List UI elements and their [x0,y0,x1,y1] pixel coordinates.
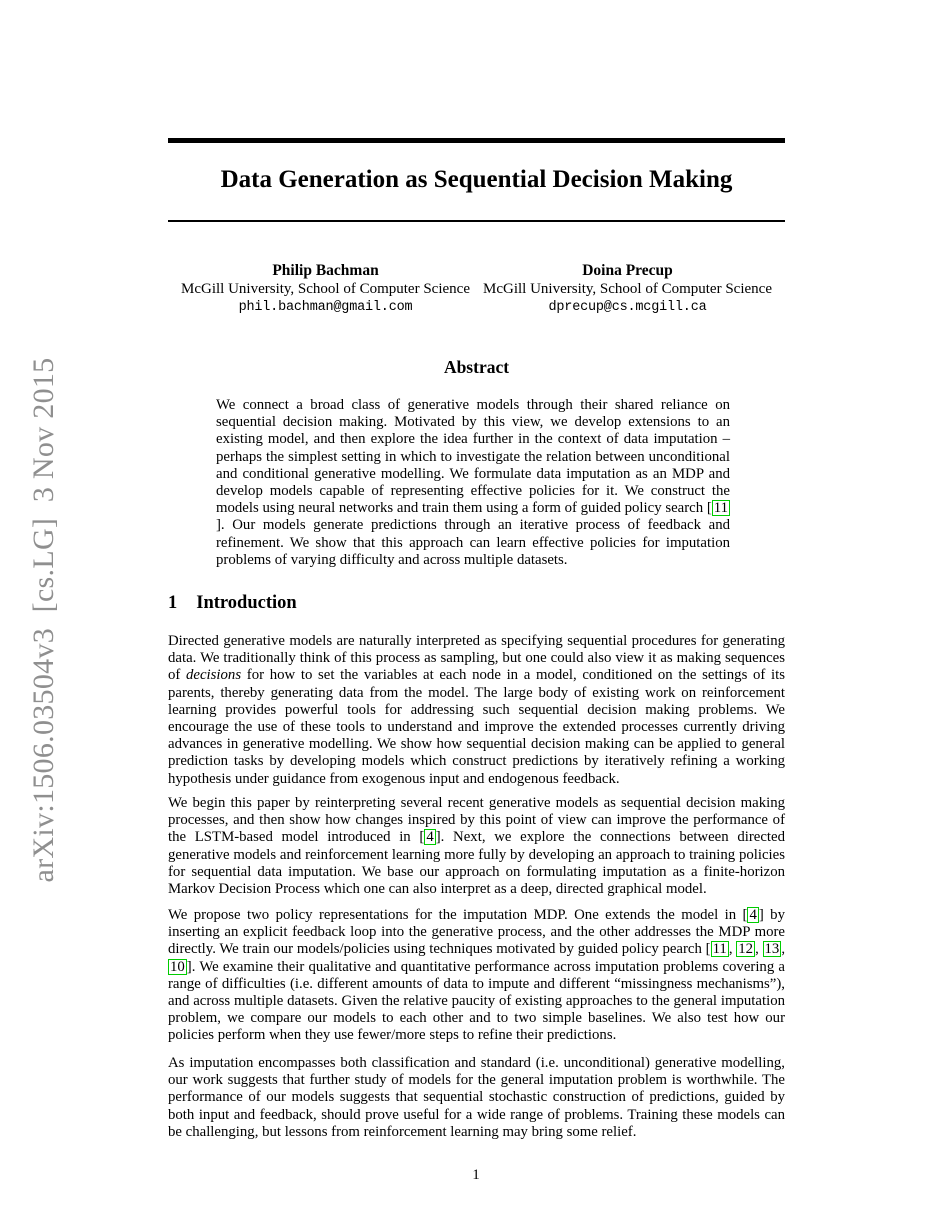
arxiv-watermark: arXiv:1506.03504v3 [cs.LG] 3 Nov 2015 [27,357,60,883]
citation-link[interactable]: 4 [749,907,757,923]
section-heading [168,592,785,614]
paragraph-3: We propose two policy representations for the imputation MDP. One extends the model in [ 4 ] by inserting an explicit feedback loop into the generative process, and the other addresses the MDP more directly. We train our models/policies using techniques motivated by guided policy pearch [ 11 , 12 , 13 , 10 ]. We examine their qualitative and quantitative performance across imputation problems covering a range of difficulties (i.e. different amounts of data to impute and different “missingness mechanisms”), and across multiple datasets. Given the relative paucity of existing approaches to the general imputation problem, we compare our models to each other and to two simple baselines. We also test how our policies perform when they use fewer/more steps to refine their predictions. [168,907,786,1044]
citation-link[interactable]: 10 [170,958,185,975]
section-number: 1 [168,593,178,613]
author-name: Doina Precup [582,262,673,279]
section-title: Introduction [196,593,297,613]
author-affiliation: McGill University, School of Computer Science [181,281,470,297]
author-name: Philip Bachman [272,262,379,279]
citation-link[interactable]: 11 [712,941,727,958]
abstract-text: We connect a broad class of generative models through their shared reliance on sequential decision making. Motivated by this view, we develop extensions to an existing model, and then explore the idea further in the context of data imputation – perhaps the simplest setting in which to investigate the relation between unconditional and conditional generative modelling. We formulate data imputation as an MDP and develop models capable of representing effective policies for it. We construct the models using neural networks and train them using a form of guided policy search [ 11]. Our models generate predictions through an iterative process of feedback and refinement. We show that this approach can learn effective policies for imputation problems of varying difficulty and across multiple datasets. [216,397,730,568]
title-rule-bottom [168,220,785,222]
citation-link[interactable]: 11 [713,500,728,517]
citation-link[interactable]: 13 [764,941,780,958]
author-block [168,262,785,317]
page-title: Data Generation as Sequential Decision Making [220,166,733,193]
author-column-2 [477,262,779,317]
author-affiliation: McGill University, School of Computer Science [483,281,772,297]
paragraph-4: As imputation encompasses both classification and standard (i.e. unconditional) generative modelling, our work suggests that further study of models for the general imputation problem is worthwhile. The performance of our models suggests that sequential stochastic construction of predictions, guided by both input and feedback, should prove useful for a wide range of problems. Training these models can be challenging, but lessons from reinforcement learning may bring some relief. [168,1055,785,1140]
citation-link[interactable]: 12 [738,941,754,958]
abstract-heading: Abstract [443,357,510,377]
author-email: dprecup@cs.mcgill.ca [548,300,707,315]
author-email: phil.bachman@gmail.com [238,300,413,315]
paragraph-2: We begin this paper by reinterpreting several recent generative models as sequential decision making processes, and then show how changes inspired by this point of view can improve the performance of the LSTM-based model introduced in [ 4 ]. Next, we explore the connections between directed generative models and reinforcement learning more fully by developing an approach to training policies for sequential data imputation. We base our approach on formulating imputation as a finite-horizon Markov Decision Process which one can also interpret as a deep, directed graphical model. [168,795,785,898]
title-rule-top [168,138,785,143]
emphasized-text: decisions [186,667,242,684]
page-number: 1 [472,1167,480,1183]
paragraph-1: Directed generative models are naturally interpreted as specifying sequential procedures for generating data. We traditionally think of this process as sampling, but one could also view it as making sequences of decisions for how to set the variables at each node in a model, conditioned on the settings of its parents, thereby generating data from the model. The large body of existing work on reinforcement learning provides powerful tools for addressing such sequential decision making problems. We encourage the use of these tools to understand and improve the extended processes currently driving advances in generative modelling. We show how sequential decision making can be applied to general prediction tasks by developing models which construct predictions by iteratively refining a working hypothesis under guidance from exogenous input and endogenous feedback. [168,633,786,787]
author-column-1 [175,262,477,317]
citation-link[interactable]: 4 [426,829,434,846]
